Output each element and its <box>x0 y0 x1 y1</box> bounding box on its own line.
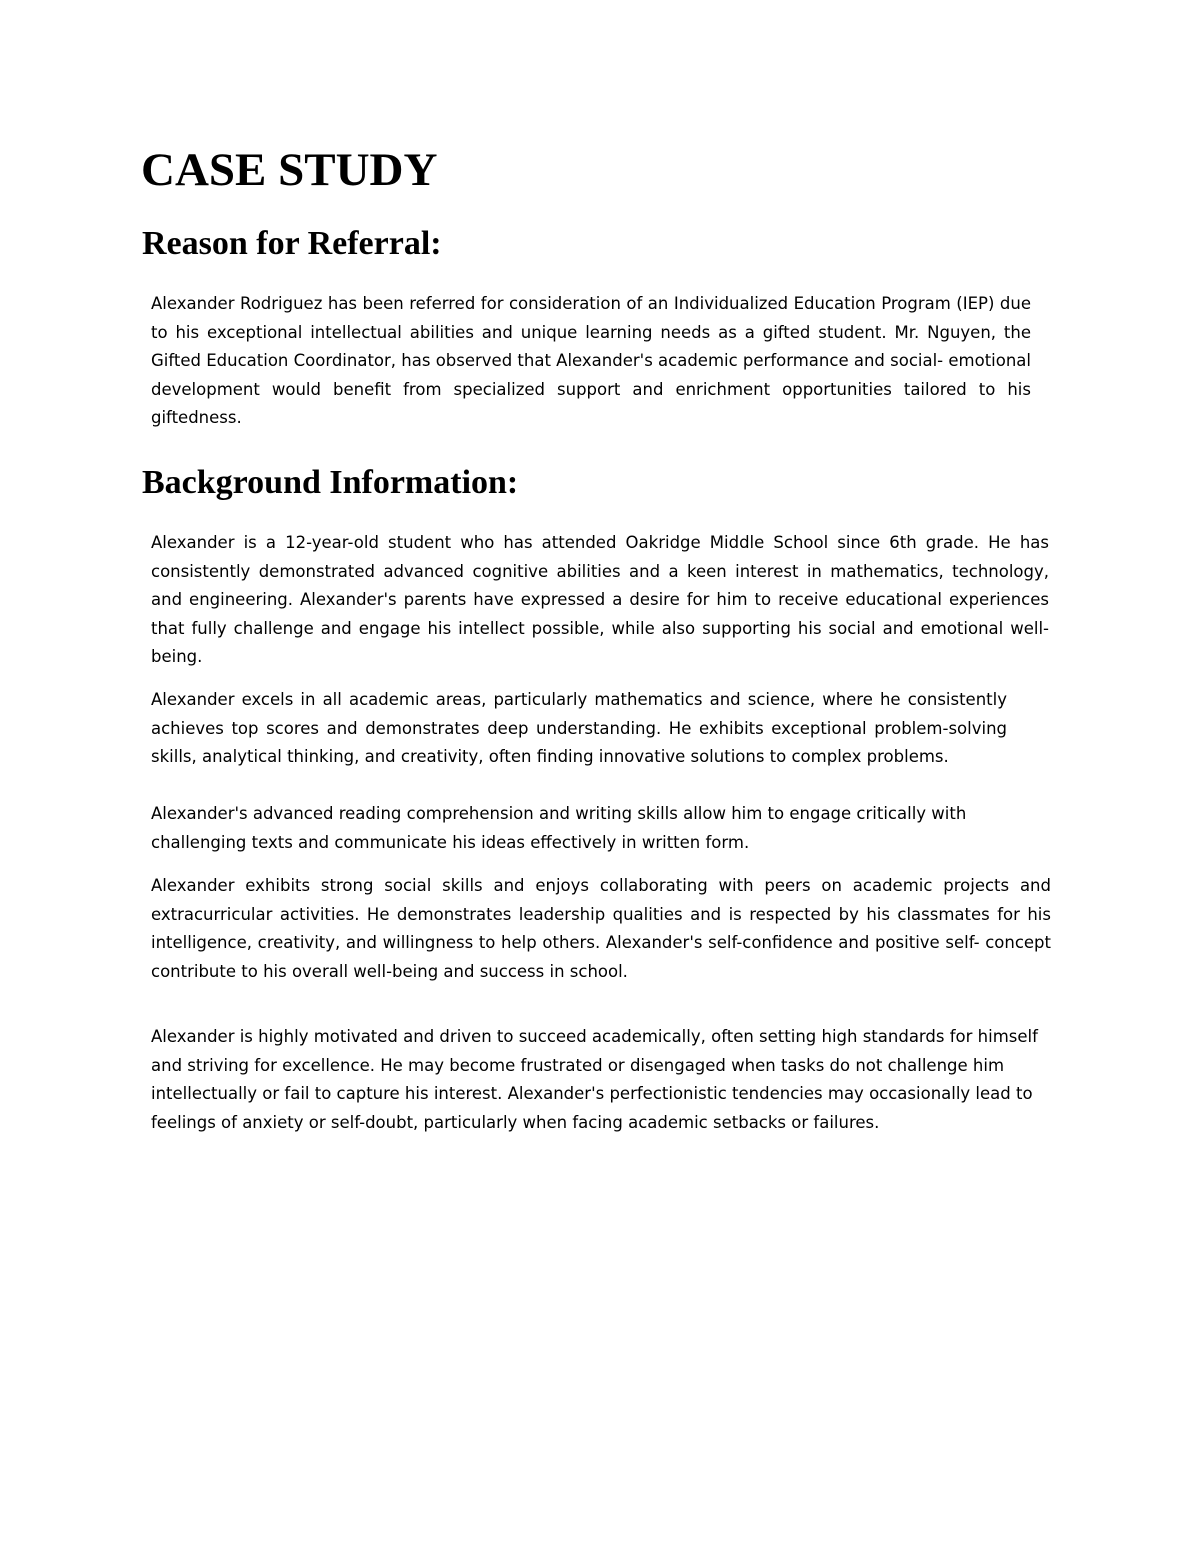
background-paragraph-motivation: Alexander is highly motivated and driven to succeed academically, often setting high standards for himself and striving for excellence. He may become frustrated or disengaged when tasks do not challenge him intellectually or fail to capture his interest. Alexander's perfectionistic tendencies may occasionally lead to feelings of anxiety or self-doubt, particularly when facing academic setbacks or failures. <box>151 1027 1038 1132</box>
referral-paragraph: Alexander Rodriguez has been referred for consideration of an Individualized Education Program (IEP) due to his exceptional intellectual abilities and unique learning needs as a gifted student. Mr. Nguyen, the Gifted Education Coordinator, has observed that Alexander's academic performance and social- emotional development would benefit from specialized support and enrichment opportunities tailored to his giftedness. <box>151 294 1031 428</box>
section-heading-reason-for-referral: Reason for Referral: <box>142 225 442 262</box>
background-paragraph-social: Alexander exhibits strong social skills and enjoys collaborating with peers on academic projects and extracurricular activities. He demonstrates leadership qualities and is respected by his classmates for his intelligence, creativity, and willingness to help others. Alexander's self-confidence and positive self- concept contribute to his overall well-being and success in school. <box>151 876 1051 981</box>
document-title: CASE STUDY <box>141 144 438 196</box>
background-paragraph-overview: Alexander is a 12-year-old student who has attended Oakridge Middle School since 6th grade. He has consistently demonstrated advanced cognitive abilities and a keen interest in mathematics, technology, and engineering. Alexander's parents have expressed a desire for him to receive educational experiences that fully challenge and engage his intellect possible, while also supporting his social and emotional well-being. <box>151 533 1049 667</box>
section-heading-background-information: Background Information: <box>142 464 519 501</box>
background-paragraph-reading: Alexander's advanced reading comprehension and writing skills allow him to engage critically with challenging texts and communicate his ideas effectively in written form. <box>151 804 967 852</box>
background-paragraph-academic: Alexander excels in all academic areas, particularly mathematics and science, where he consistently achieves top scores and demonstrates deep understanding. He exhibits exceptional problem-solving skills, analytical thinking, and creativity, often finding innovative solutions to complex problems. <box>151 690 1007 767</box>
